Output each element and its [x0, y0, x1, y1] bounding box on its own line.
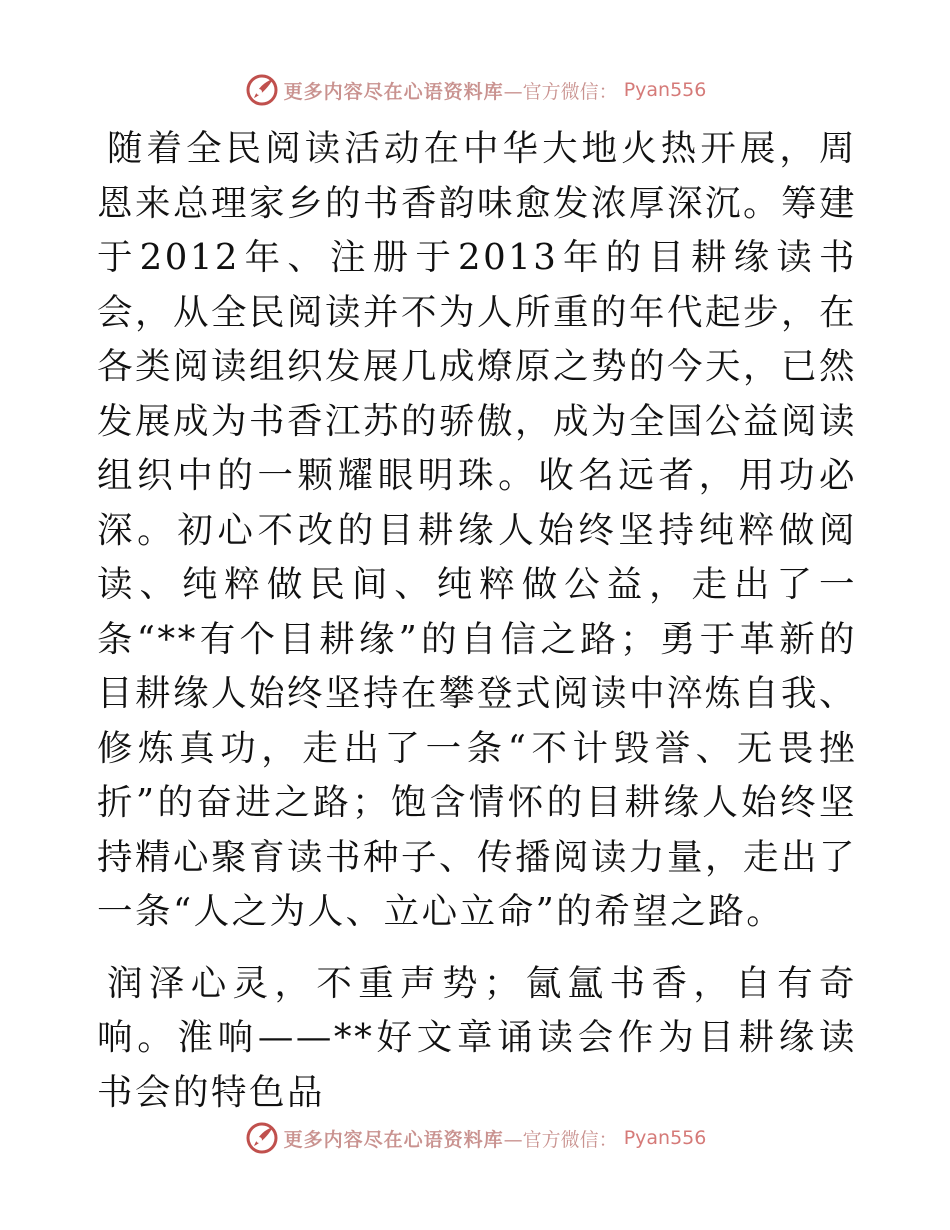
- footer-watermark: [0, 1118, 950, 1158]
- watermark-wechat-id: Pyan556: [623, 79, 707, 101]
- paragraph-1: 随着全民阅读活动在中华大地火热开展，周恩来总理家乡的书香韵味愈发浓厚深沉。筹建于2012年、注册于2013年的目耕缘读书会，从全民阅读并不为人所重的年代起步，在各类阅读组织发展几成燎原之势的今天，已然发展成为书香江苏的骄傲，成为全国公益阅读组织中的一颗耀眼明珠。收名远者，用功必深。初心不改的目耕缘人始终坚持纯粹做阅读、纯粹做民间、纯粹做公益，走出了一条“**有个目耕缘”的自信之路；勇于革新的目耕缘人始终坚持在攀登式阅读中淬炼自我、修炼真功，走出了一条“不计毁誉、无畏挫折”的奋进之路；饱含情怀的目耕缘人始终坚持精心聚育读书种子、传播阅读力量，走出了一条“人之为人、立心立命”的希望之路。: [97, 128, 858, 932]
- feather-circle-logo-icon: [244, 1120, 280, 1156]
- header-watermark: [0, 70, 950, 110]
- watermark-official-text: —官方微信：: [503, 1128, 618, 1151]
- watermark-main-text: 更多内容尽在心语资料库: [283, 80, 504, 103]
- document-body: [97, 122, 857, 1120]
- watermark-official-text: —官方微信：: [503, 80, 618, 103]
- paragraph-2: 润泽心灵，不重声势；氤氲书香，自有奇响。淮响——**好文章诵读会作为目耕缘读书会的特色品: [97, 962, 857, 1113]
- watermark-main-text: 更多内容尽在心语资料库: [283, 1128, 504, 1151]
- feather-circle-logo-icon: [244, 72, 280, 108]
- watermark-wechat-id: Pyan556: [623, 1127, 707, 1149]
